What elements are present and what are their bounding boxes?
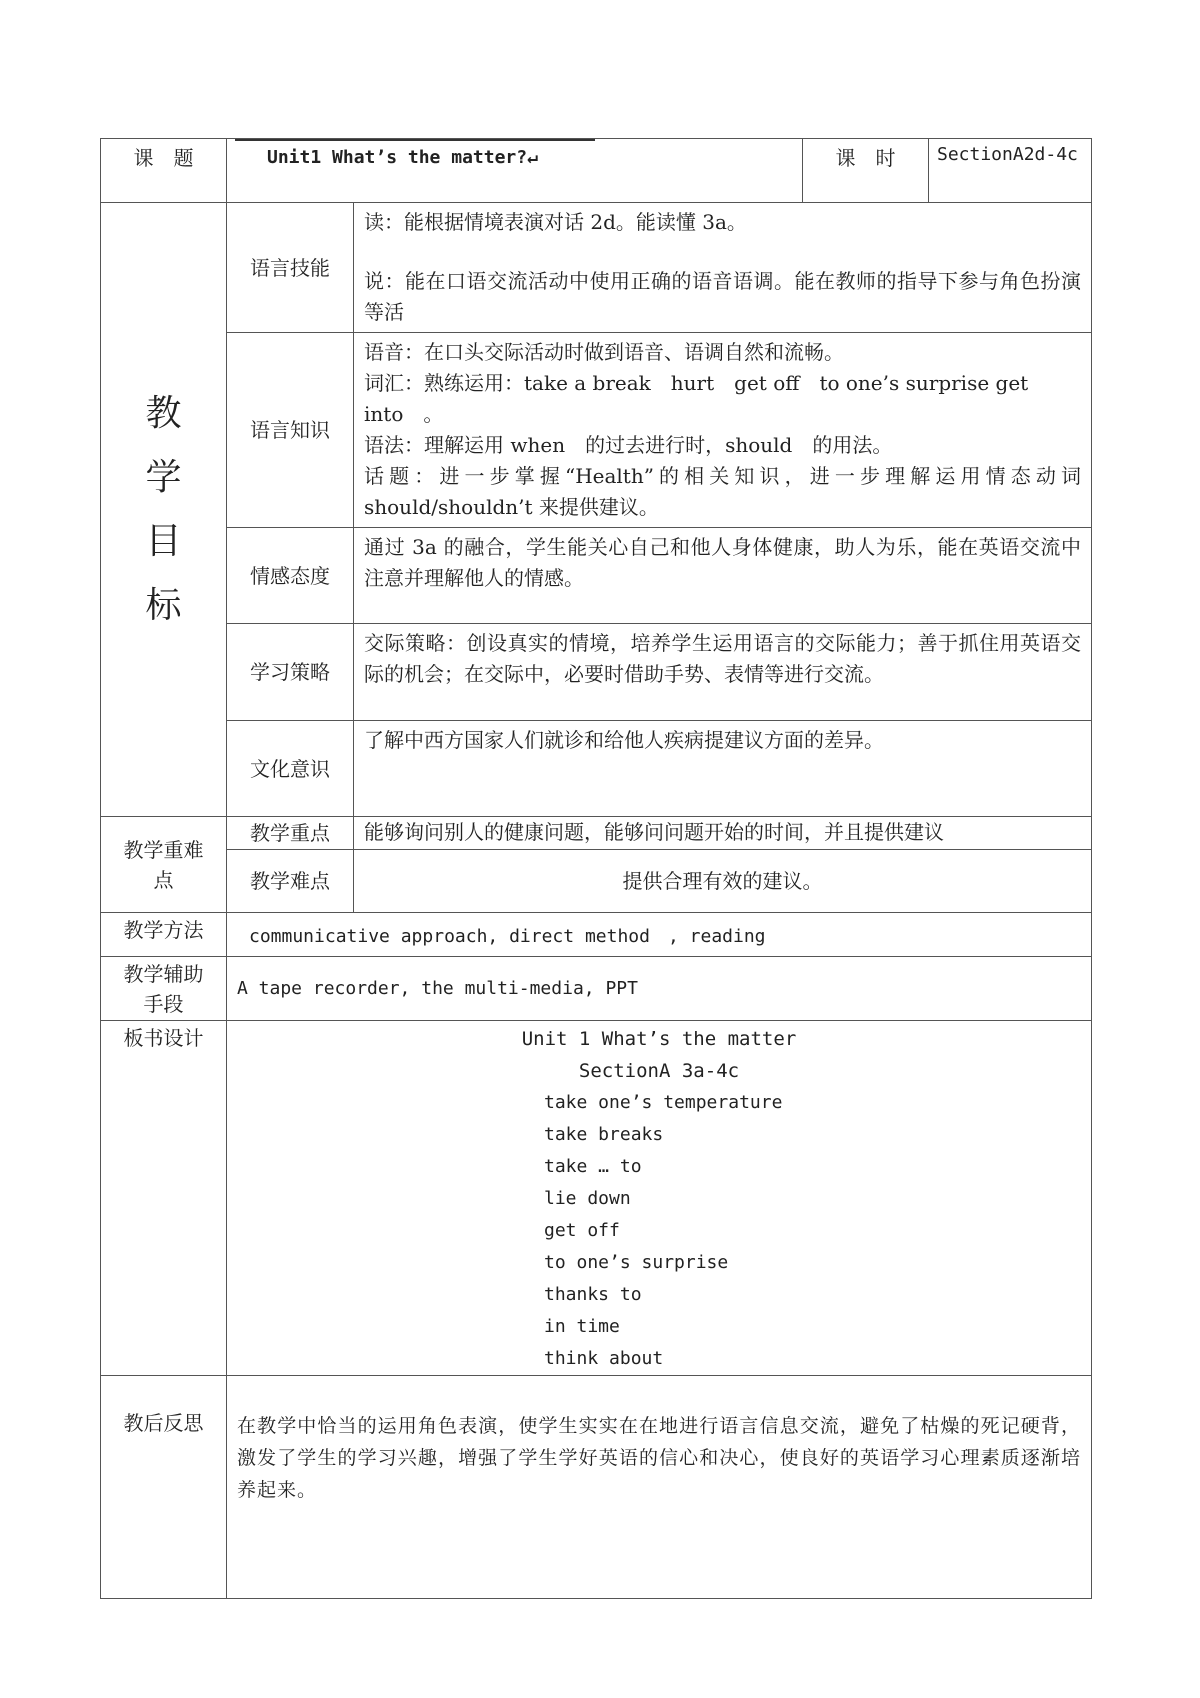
board-phrase: lie down [544,1188,631,1209]
language-skills-line-speak: 说：能在口语交流活动中使用正确的语音语调。能在教师的指导下参与角色扮演等活 [364,269,1081,324]
key-points-group-label [101,817,227,913]
board-label: 板书设计 [101,1021,227,1376]
aids-text: A tape recorder, the multi-media, PPT [227,957,1092,1021]
language-skills-line-read: 读：能根据情境表演对话 2d。能读懂 3a。 [364,210,747,234]
difficulty-label: 教学难点 [227,850,354,913]
culture-label: 文化意识 [227,721,354,817]
aids-label [101,957,227,1021]
language-knowledge-label: 语言知识 [227,333,354,528]
board-phrase: take breaks [544,1124,664,1145]
key-point-row-focus [101,817,1092,850]
goal-row-language-skills [101,203,1092,333]
board-phrase: take one’s temperature [544,1092,783,1113]
reflection-label: 教后反思 [101,1376,227,1599]
lesson-plan-table [100,138,1092,1599]
reflection-row [101,1376,1092,1599]
board-content [227,1021,1092,1376]
board-phrase: take … to [544,1156,642,1177]
language-skills-content [354,203,1092,333]
key-point-row-difficulty [101,850,1092,913]
strategy-label: 学习策略 [227,624,354,721]
attitude-text: 通过 3a 的融合，学生能关心自己和他人身体健康，助人为乐，能在英语交流中注意并理解他人的情感。 [354,528,1092,624]
board-row [101,1021,1092,1376]
reflection-text: 在教学中恰当的运用角色表演，使学生实实在在地进行语言信息交流，避免了枯燥的死记硬背，激发了学生的学习兴趣，增强了学生学好英语的信心和决心，使良好的英语学习心理素质逐渐培养起来。 [227,1376,1092,1599]
strategy-text: 交际策略：创设真实的情境，培养学生运用语言的交际能力；善于抓住用英语交际的机会；在交际中，必要时借助手势、表情等进行交流。 [354,624,1092,721]
board-phrase: to one’s surprise [544,1252,729,1273]
knowledge-line-topic: 话题：进一步掌握“Health”的相关知识，进一步理解运用情态动词 should/shouldn’t 来提供建议。 [364,464,1081,519]
topic-label: 课 题 [101,139,227,203]
knowledge-line-pronunciation: 语音：在口头交际活动时做到语音、语调自然和流畅。 [364,340,844,364]
board-phrase: get off [544,1220,620,1241]
board-phrase-list [514,1087,804,1375]
board-phrase: think about [544,1348,664,1369]
aids-label-text: 教学辅助手段 [123,962,204,1016]
goal-row-language-knowledge [101,333,1092,528]
focus-text: 能够询问别人的健康问题，能够问问题开始的时间，并且提供建议 [354,817,1092,850]
language-skills-label: 语言技能 [227,203,354,333]
period-value: SectionA2d-4c [929,139,1092,203]
language-knowledge-content [354,333,1092,528]
focus-label: 教学重点 [227,817,354,850]
board-phrase: thanks to [544,1284,642,1305]
goal-row-strategy [101,624,1092,721]
topic-value: Unit1 What’s the matter?↵ [267,147,538,168]
difficulty-text: 提供合理有效的建议。 [354,850,1092,913]
knowledge-line-vocabulary: 词汇：熟练运用：take a break hurt get off to one’s surprise get into 。 [364,371,1029,426]
header-row [101,139,1092,203]
goals-char-4: 标 [145,584,182,626]
goal-row-culture [101,721,1092,817]
period-label: 课 时 [803,139,929,203]
goals-group-label [101,203,227,817]
board-title: Unit 1 What’s the matter [521,1028,797,1050]
topic-cell [227,139,803,203]
method-text: communicative approach, direct method , reading [227,913,1092,957]
goals-char-3: 目 [145,520,182,562]
board-phrase: in time [544,1316,620,1337]
method-row [101,913,1092,957]
knowledge-line-grammar: 语法：理解运用 when 的过去进行时，should 的用法。 [364,433,893,457]
key-points-group-text: 教学重难点 [123,837,204,892]
goals-char-1: 教 [145,392,182,434]
culture-text: 了解中西方国家人们就诊和给他人疾病提建议方面的差异。 [354,721,1092,817]
goals-char-2: 学 [145,456,182,498]
board-subtitle: SectionA 3a-4c [578,1060,740,1082]
aids-row [101,957,1092,1021]
attitude-label: 情感态度 [227,528,354,624]
goal-row-attitude [101,528,1092,624]
method-label: 教学方法 [101,913,227,957]
